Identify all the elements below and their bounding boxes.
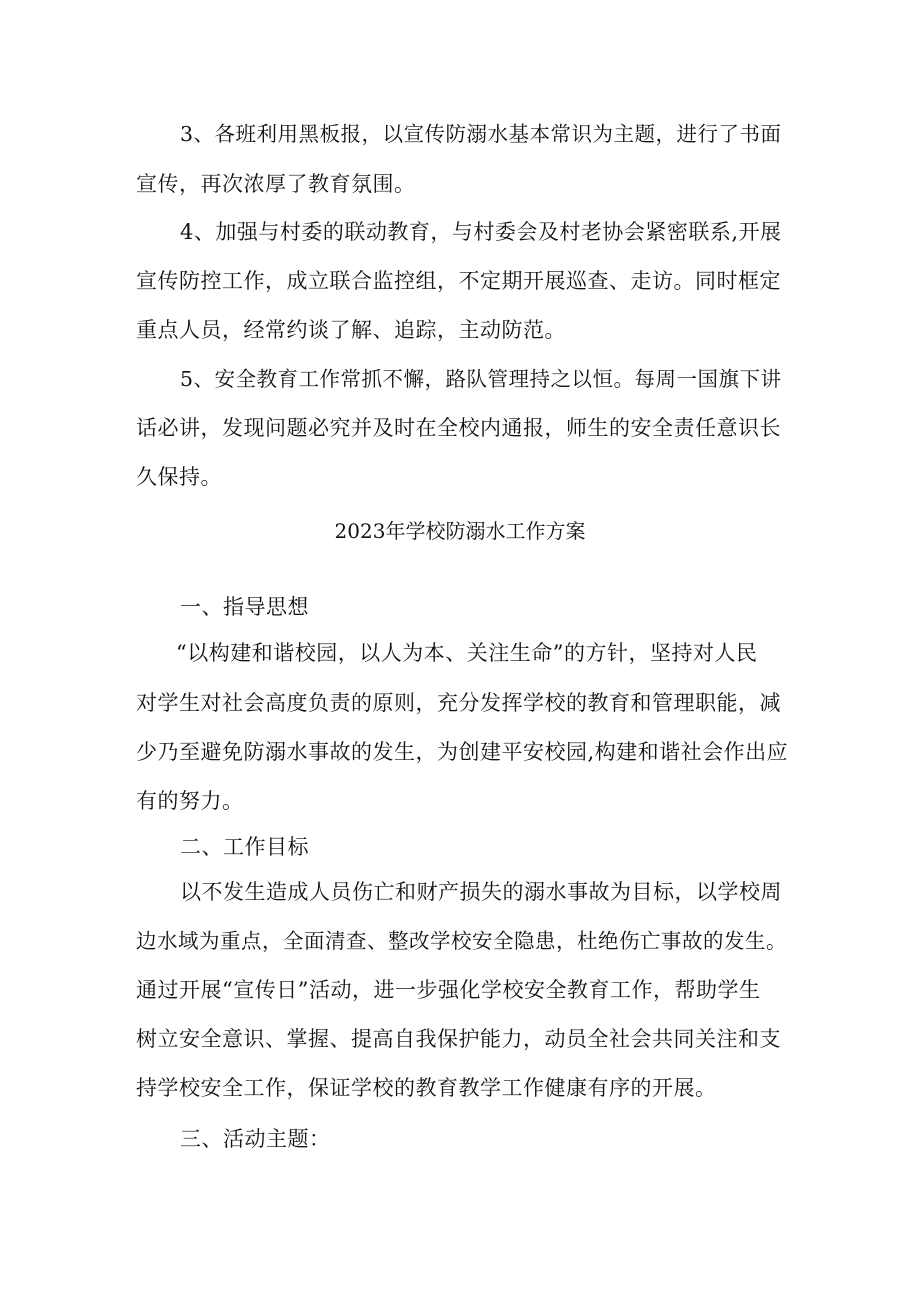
paragraph-5-line-3: 久保持。 xyxy=(136,465,222,489)
paragraph-5-line-2: 话必讲，发现问题必究并及时在全校内通报，师生的安全责任意识长 xyxy=(136,416,781,440)
section-1-line-1: “以构建和谐校园，以人为本、关注生命”的方针，坚持对人民 xyxy=(176,641,758,665)
section-2-line-4: 树立安全意识、掌握、提高自我保护能力，动员全社会共同关注和支 xyxy=(136,1027,781,1051)
paragraph-3-line-2: 宣传，再次浓厚了教育氛围。 xyxy=(136,172,416,196)
section-1-line-3: 少乃至避免防溺水事故的发生，为创建平安校园,构建和谐社会作出应 xyxy=(136,740,789,764)
section-1-heading: 一、指导思想 xyxy=(180,595,309,619)
section-2-line-1: 以不发生造成人员伤亡和财产损失的溺水事故为目标，以学校周 xyxy=(180,880,782,904)
section-1-line-4: 有的努力。 xyxy=(136,789,244,813)
section-2-heading: 二、工作目标 xyxy=(180,835,309,859)
document-title: 2023年学校防溺水工作方案 xyxy=(334,519,586,543)
paragraph-4-line-1: 4、加强与村委的联动教育，与村委会及村老协会紧密联系,开展 xyxy=(180,220,782,244)
section-2-line-3: 通过开展“宣传日”活动，进一步强化学校安全教育工作，帮助学生 xyxy=(136,978,761,1002)
paragraph-4-line-2: 宣传防控工作，成立联合监控组，不定期开展巡查、走访。同时框定 xyxy=(136,269,781,293)
section-3-heading: 三、活动主题： xyxy=(180,1127,331,1151)
paragraph-4-line-3: 重点人员，经常约谈了解、追踪，主动防范。 xyxy=(136,318,566,342)
paragraph-5-line-1: 5、安全教育工作常抓不懈，路队管理持之以恒。每周一国旗下讲 xyxy=(180,367,782,391)
paragraph-3-line-1: 3、各班利用黑板报，以宣传防溺水基本常识为主题，进行了书面 xyxy=(180,122,782,146)
section-2-line-2: 边水域为重点，全面清查、整改学校安全隐患，杜绝伤亡事故的发生。 xyxy=(136,929,787,953)
section-2-line-5: 持学校安全工作，保证学校的教育教学工作健康有序的开展。 xyxy=(136,1076,717,1100)
section-1-line-2: 对学生对社会高度负责的原则，充分发挥学校的教育和管理职能，减 xyxy=(136,691,781,715)
